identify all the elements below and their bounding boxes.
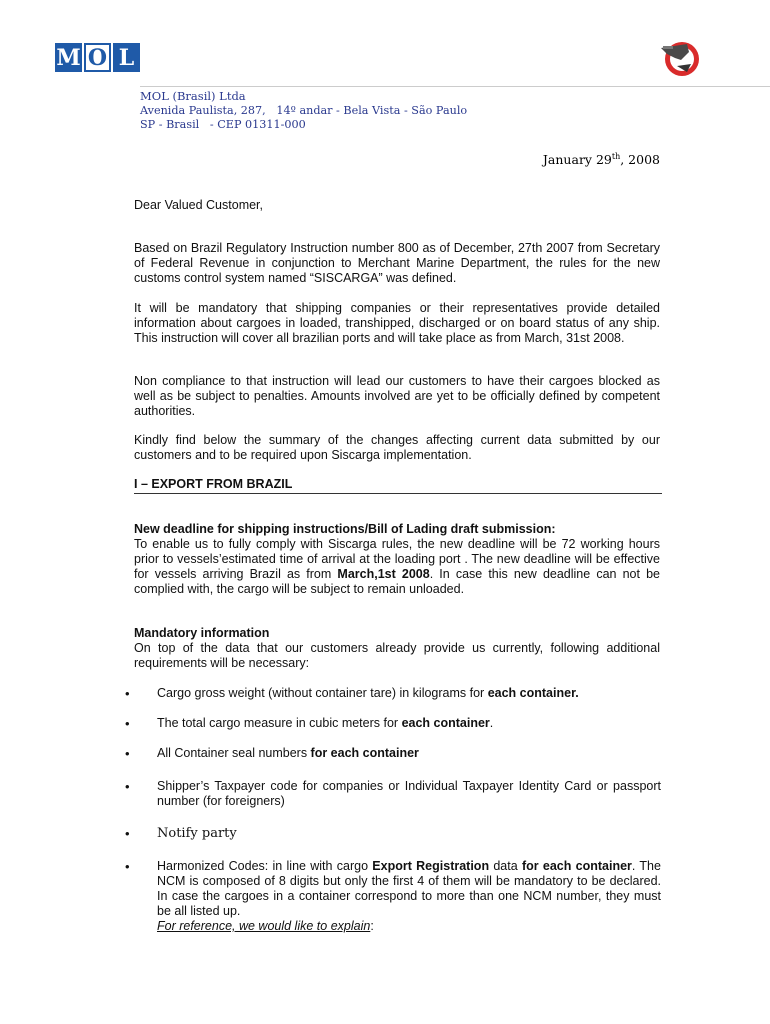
reference-colon: : <box>370 919 374 933</box>
item-text: Harmonized Codes: in line with cargo <box>157 859 373 873</box>
list-item <box>125 716 661 731</box>
logo-letter-m: M <box>56 44 81 71</box>
bullet-dot: • <box>125 686 130 701</box>
reference-note: For reference, we would like to explain <box>157 919 371 933</box>
list-item <box>125 746 661 761</box>
item-text: Cargo gross weight (without container tare) in kilograms for <box>157 686 488 700</box>
mandatory-block <box>134 626 660 671</box>
item-text: Notify party <box>157 826 237 841</box>
item-bold: each container <box>401 716 490 730</box>
section-title-export: I – EXPORT FROM BRAZIL <box>134 477 662 494</box>
paragraph-mandatory: It will be mandatory that shipping companies or their representatives provide detailed information about cargoes in loaded, transhipped, discharged or on board status of any ship. This instruction will cover all brazilian ports and will take place as from March, 31st 2008. <box>134 301 660 345</box>
paragraph-regulation: Based on Brazil Regulatory Instruction number 800 as of December, 27th 2007 from Secretary of Federal Revenue in conjunction to Merchant Marine Department, the rules for the new customs control system named “SISCARGA” was defined. <box>134 241 660 285</box>
paragraph-summary: Kindly find below the summary of the changes affecting current data submitted by our customers and to be required upon Siscarga implementation. <box>134 433 660 462</box>
item-text: Shipper’s Taxpayer code for companies or Individual Taxpayer Identity Card or passport number (for foreigners) <box>157 779 661 808</box>
header-divider <box>140 86 770 87</box>
bullet-dot: • <box>125 779 130 794</box>
deadline-heading: New deadline for shipping instructions/Bill of Lading draft submission: <box>134 522 556 536</box>
date-year: , 2008 <box>620 152 660 168</box>
item-bold: for each container <box>310 746 419 760</box>
paragraph-penalties: Non compliance to that instruction will lead our customers to have their cargoes blocked as well as be subject to penalties. Amounts involved are yet to be officially defined by competent authorities. <box>134 374 660 418</box>
list-item <box>125 826 661 841</box>
company-emblem-icon <box>657 38 703 78</box>
list-item <box>125 779 661 809</box>
company-name: MOL (Brasil) Ltda <box>140 89 246 103</box>
deadline-text-a: To enable us to fully comply with Siscarga rules, the new deadline will be 72 working hours prior to vessels’estimated time of arrival at the loading port . The new deadline will be effective for vessels arriving Brazil as from <box>134 537 660 581</box>
bullet-dot: • <box>125 746 130 761</box>
mandatory-text: On top of the data that our customers already provide us currently, following additional requirements will be necessary: <box>134 641 660 670</box>
deadline-block <box>134 522 660 597</box>
deadline-text-b: . In case this new deadline can not be complied with, the cargo will be subject to remain unloaded. <box>134 567 660 596</box>
item-text-end: . The NCM is composed of 8 digits but only the first 4 of them will be mandatory to be declared. In case the cargoes in a container correspond to more than one NCM number, they must be all listed up. <box>157 859 661 918</box>
logo-letter-l: L <box>113 43 140 72</box>
list-item <box>125 686 661 701</box>
date-main: January 29 <box>542 152 612 168</box>
item-text: All Container seal numbers <box>157 746 311 760</box>
address-line-city: SP - Brasil - CEP 01311-000 <box>140 118 306 131</box>
item-bold: each container. <box>487 686 579 700</box>
list-item <box>125 859 661 934</box>
letter-date <box>543 152 660 167</box>
deadline-date: March,1st 2008 <box>337 567 430 581</box>
mandatory-heading: Mandatory information <box>134 626 270 640</box>
address-line-street: Avenida Paulista, 287, 14º andar - Bela Vista - São Paulo <box>140 104 468 117</box>
greeting: Dear Valued Customer, <box>134 198 263 212</box>
mol-logo <box>55 43 140 72</box>
item-text-mid: data <box>489 859 522 873</box>
logo-letter-o: O <box>84 43 111 72</box>
item-bold: Export Registration <box>372 859 490 873</box>
bullet-dot: • <box>125 859 130 874</box>
date-ordinal: th <box>611 152 621 161</box>
bullet-dot: • <box>125 826 130 841</box>
bullet-dot: • <box>125 716 130 731</box>
item-text-end: . <box>489 716 494 730</box>
item-bold-2: for each container <box>521 859 632 873</box>
item-text: The total cargo measure in cubic meters for <box>157 716 402 730</box>
